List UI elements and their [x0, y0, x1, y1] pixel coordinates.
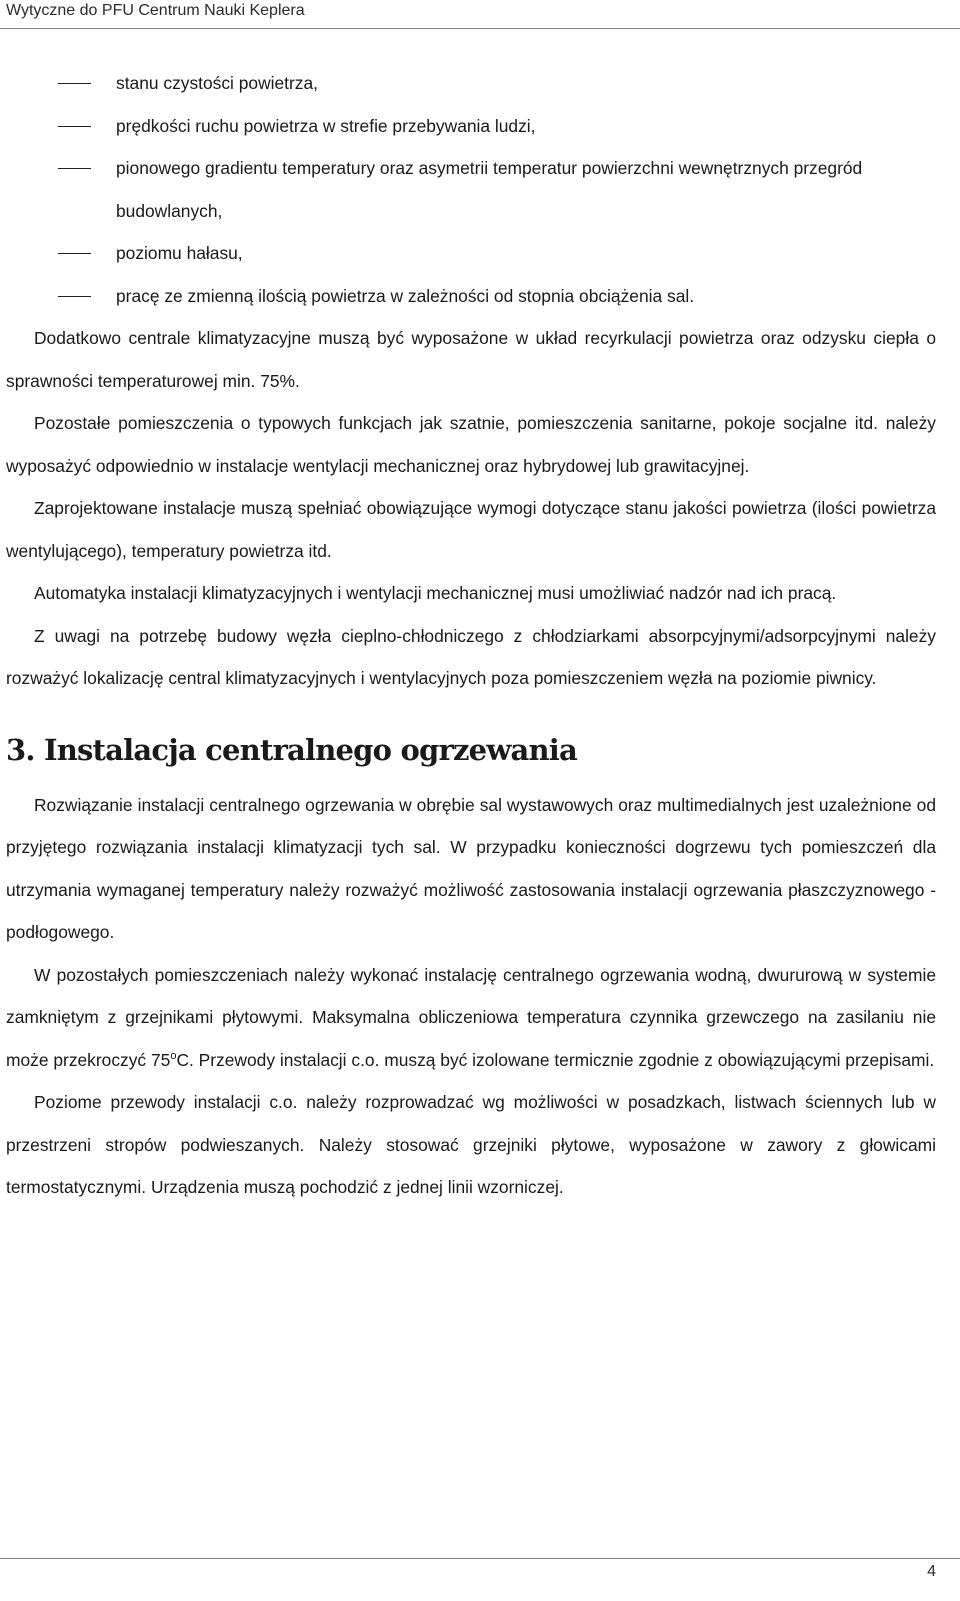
list-item [6, 275, 936, 318]
document-title: Wytyczne do PFU Centrum Nauki Keplera [6, 2, 305, 19]
header-divider [0, 28, 960, 29]
footer-divider [0, 1558, 960, 1559]
paragraph-requirements: Zaprojektowane instalacje muszą spełniać obowiązujące wymogi dotyczące stanu jakości powietrza (ilości powietrza wentylującego), temperatury powietrza itd. [6, 498, 936, 561]
paragraph-text: C. Przewody instalacji c.o. muszą być izolowane termicznie zgodnie z obowiązującymi przepisami. [176, 1049, 935, 1070]
page-number: 4 [927, 1563, 936, 1580]
list-item-text: stanu czystości powietrza, [116, 73, 319, 93]
dash-bullet-icon [58, 253, 91, 254]
dash-bullet-icon [58, 296, 91, 297]
list-item [6, 62, 936, 105]
paragraph-automation: Automatyka instalacji klimatyzacyjnych i wentylacji mechanicznej musi umożliwiać nadzór nad ich pracą. [34, 583, 837, 603]
list-item [6, 105, 936, 148]
list-item [6, 147, 936, 232]
list-item-text: pionowego gradientu temperatury oraz asymetrii temperatur powierzchni wewnętrznych przegród budowlanych, [116, 158, 863, 221]
document-body [6, 62, 936, 1209]
paragraph-exhibition-heating: Rozwiązanie instalacji centralnego ogrzewania w obrębie sal wystawowych oraz multimedialnych jest uzależnione od przyjętego rozwiązania instalacji klimatyzacji tych sal. W przypadku konieczności dogrzewu tych pomieszczeń dla utrzymania wymaganej temperatury należy rozważyć możliwość zastosowania instalacji ogrzewania płaszczyznowego - podłogowego. [6, 794, 936, 942]
list-item-text: prędkości ruchu powietrza w strefie przebywania ludzi, [116, 115, 536, 136]
list-item-text: pracę ze zmienną ilością powietrza w zależności od stopnia obciążenia sal. [116, 285, 695, 306]
paragraph-chiller-node: Z uwagi na potrzebę budowy węzła cieplno-chłodniczego z chłodziarkami absorpcyjnymi/adsorpcyjnymi należy rozważyć lokalizację central klimatyzacyjnych i wentylacyjnych poza pomieszczeniem węzła na poziomie piwnicy. [6, 625, 936, 688]
section-heading: 3. Instalacja centralnego ogrzewania [6, 732, 577, 767]
bullet-list [6, 62, 936, 317]
degree-sign: o [170, 1049, 177, 1062]
paragraph-radiator-system [6, 954, 936, 1082]
page-header [0, 0, 960, 36]
paragraph-text: W pozostałych pomieszczeniach należy wykonać instalację centralnego ogrzewania wodną, dwururową w systemie zamkniętym z grzejnikami płytowymi. Maksymalna obliczeniowa temperatura czynnika grzewczego na zasilaniu nie może przekroczyć 75 [6, 964, 936, 1070]
dash-bullet-icon [58, 168, 91, 169]
paragraph-heat-recovery: Dodatkowo centrale klimatyzacyjne muszą być wyposażone w układ recyrkulacji powietrza oraz odzysku ciepła o sprawności temperaturowej min. 75%. [6, 328, 936, 391]
list-item [6, 232, 936, 275]
paragraph-pipe-routing: Poziome przewody instalacji c.o. należy rozprowadzać wg możliwości w posadzkach, listwach ściennych lub w przestrzeni stropów podwieszanych. Należy stosować grzejniki płytowe, wyposażone w zawory z głowicami termostatycznymi. Urządzenia muszą pochodzić z jednej linii wzorniczej. [6, 1092, 936, 1197]
dash-bullet-icon [58, 83, 91, 84]
list-item-text: poziomu hałasu, [116, 243, 243, 263]
paragraph-other-rooms: Pozostałe pomieszczenia o typowych funkcjach jak szatnie, pomieszczenia sanitarne, pokoje socjalne itd. należy wyposażyć odpowiednio w instalacje wentylacji mechanicznej oraz hybrydowej lub grawitacyjnej. [6, 413, 936, 476]
dash-bullet-icon [58, 126, 91, 127]
